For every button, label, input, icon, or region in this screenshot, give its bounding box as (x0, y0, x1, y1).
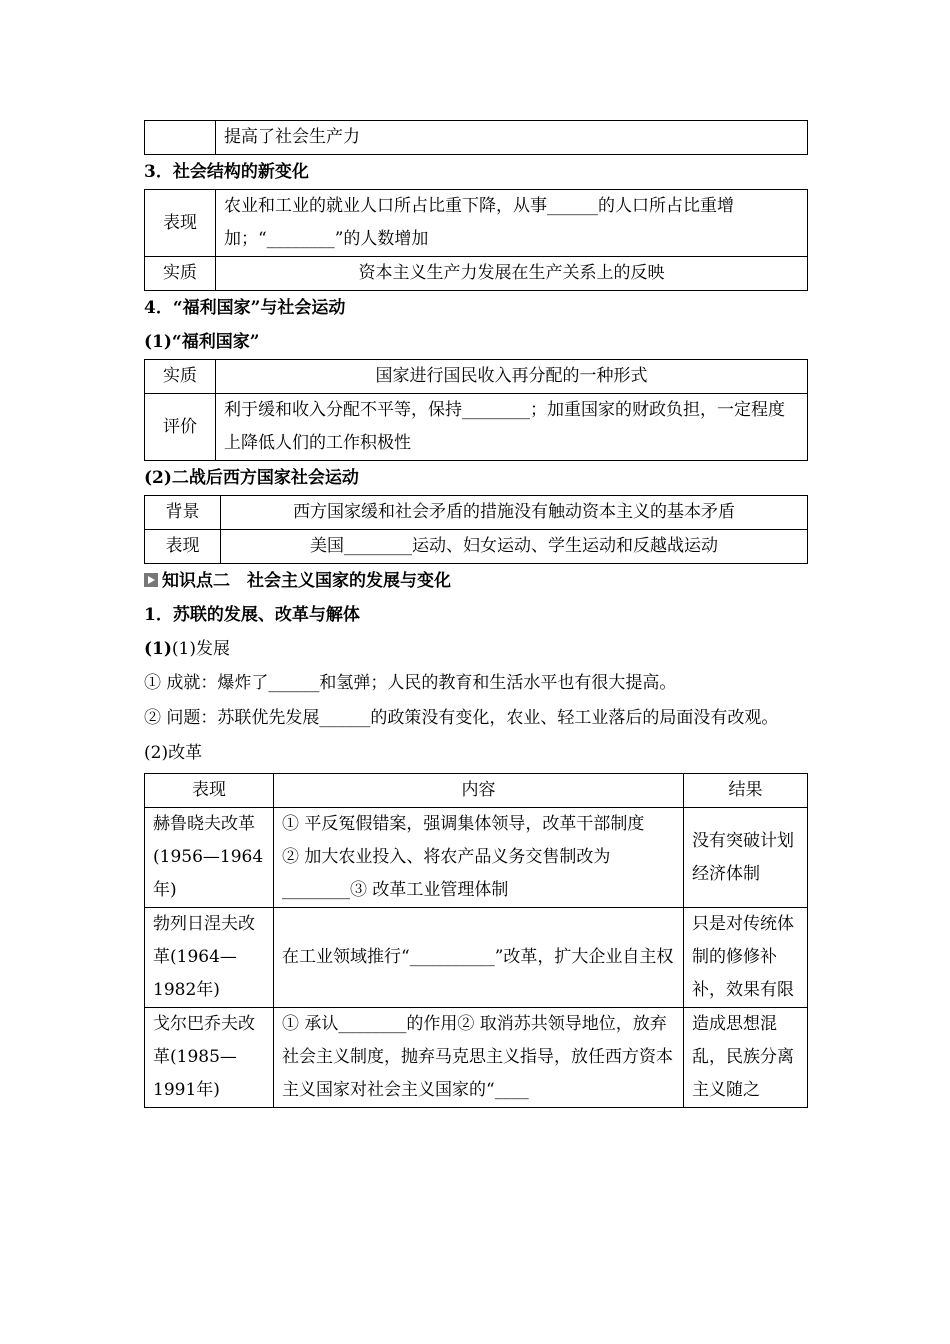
reform-result: 没有突破计划经济体制 (684, 808, 808, 908)
table-soviet-reforms (144, 773, 808, 1108)
document-page (144, 120, 808, 1108)
knowledge-point-title: 知识点二 社会主义国家的发展与变化 (162, 571, 451, 591)
column-header: 表现 (145, 774, 274, 808)
column-header: 内容 (274, 774, 684, 808)
reform-name: 赫鲁晓夫改革(1956—1964年) (145, 808, 274, 908)
empty-cell (145, 121, 216, 155)
subheading-development: (1)(1)发展 (144, 639, 231, 659)
reform-name: 勃列日涅夫改革(1964—1982年) (145, 908, 274, 1008)
table-row (145, 908, 808, 1008)
reform-content: 在工业领域推行“__________”改革，扩大企业自主权 (274, 908, 684, 1008)
table-cell: 利于缓和收入分配不平等，保持________；加重国家的财政负担，一定程度上降低人们的工作积极性 (216, 394, 808, 461)
subheading-social-movements: (2)二战后西方国家社会运动 (144, 468, 359, 488)
reform-name: 戈尔巴乔夫改革(1985—1991年) (145, 1008, 274, 1108)
heading-welfare-state: 4．“福利国家”与社会运动 (144, 298, 346, 318)
reform-content (274, 808, 684, 908)
knowledge-point-heading (144, 564, 808, 598)
row-header: 背景 (145, 496, 221, 530)
table-row (145, 1008, 808, 1108)
content-line: ① 平反冤假错案，强调集体领导，改革干部制度 (282, 814, 645, 834)
table-cell: 西方国家缓和社会矛盾的措施没有触动资本主义的基本矛盾 (221, 496, 808, 530)
table-social-structure (144, 189, 808, 291)
table-cell: 提高了社会生产力 (216, 121, 808, 155)
table-cell: 资本主义生产力发展在生产关系上的反映 (216, 257, 808, 291)
table-cell: 国家进行国民收入再分配的一种形式 (216, 360, 808, 394)
content-line: ② 加大农业投入、将农产品义务交售制改为________③ 改革工业管理体制 (282, 847, 611, 900)
row-header: 实质 (145, 360, 216, 394)
table-welfare-state (144, 359, 808, 461)
play-icon (144, 573, 158, 587)
table-cell: 美国________运动、妇女运动、学生运动和反越战运动 (221, 530, 808, 564)
row-header: 实质 (145, 257, 216, 291)
table-social-movements (144, 495, 808, 564)
row-header: 表现 (145, 530, 221, 564)
reform-result: 造成思想混乱，民族分离主义随之 (684, 1008, 808, 1108)
subheading-welfare-state: (1)“福利国家” (144, 332, 260, 352)
heading-soviet: 1．苏联的发展、改革与解体 (144, 605, 360, 625)
table-cell: 农业和工业的就业人口所占比重下降，从事______的人口所占比重增加；“________”的人数增加 (216, 190, 808, 257)
heading-social-structure: 3．社会结构的新变化 (144, 162, 309, 182)
row-header: 表现 (145, 190, 216, 257)
reform-content: ① 承认________的作用② 取消苏共领导地位，放弃社会主义制度，抛弃马克思主义指导，放任西方资本主义国家对社会主义国家的“____ (274, 1008, 684, 1108)
column-header: 结果 (684, 774, 808, 808)
subheading-text: (1)发展 (171, 639, 231, 659)
row-header: 评价 (145, 394, 216, 461)
table-row (145, 808, 808, 908)
subheading-reform: (2)改革 (144, 743, 203, 763)
paragraph-achievement: ① 成就：爆炸了______和氢弹；人民的教育和生活水平也有很大提高。 (144, 673, 677, 693)
reform-result: 只是对传统体制的修修补补，效果有限 (684, 908, 808, 1008)
table-productivity-tail (144, 120, 808, 155)
paragraph-problem: ② 问题：苏联优先发展______的政策没有变化，农业、轻工业落后的局面没有改观。 (144, 708, 779, 728)
